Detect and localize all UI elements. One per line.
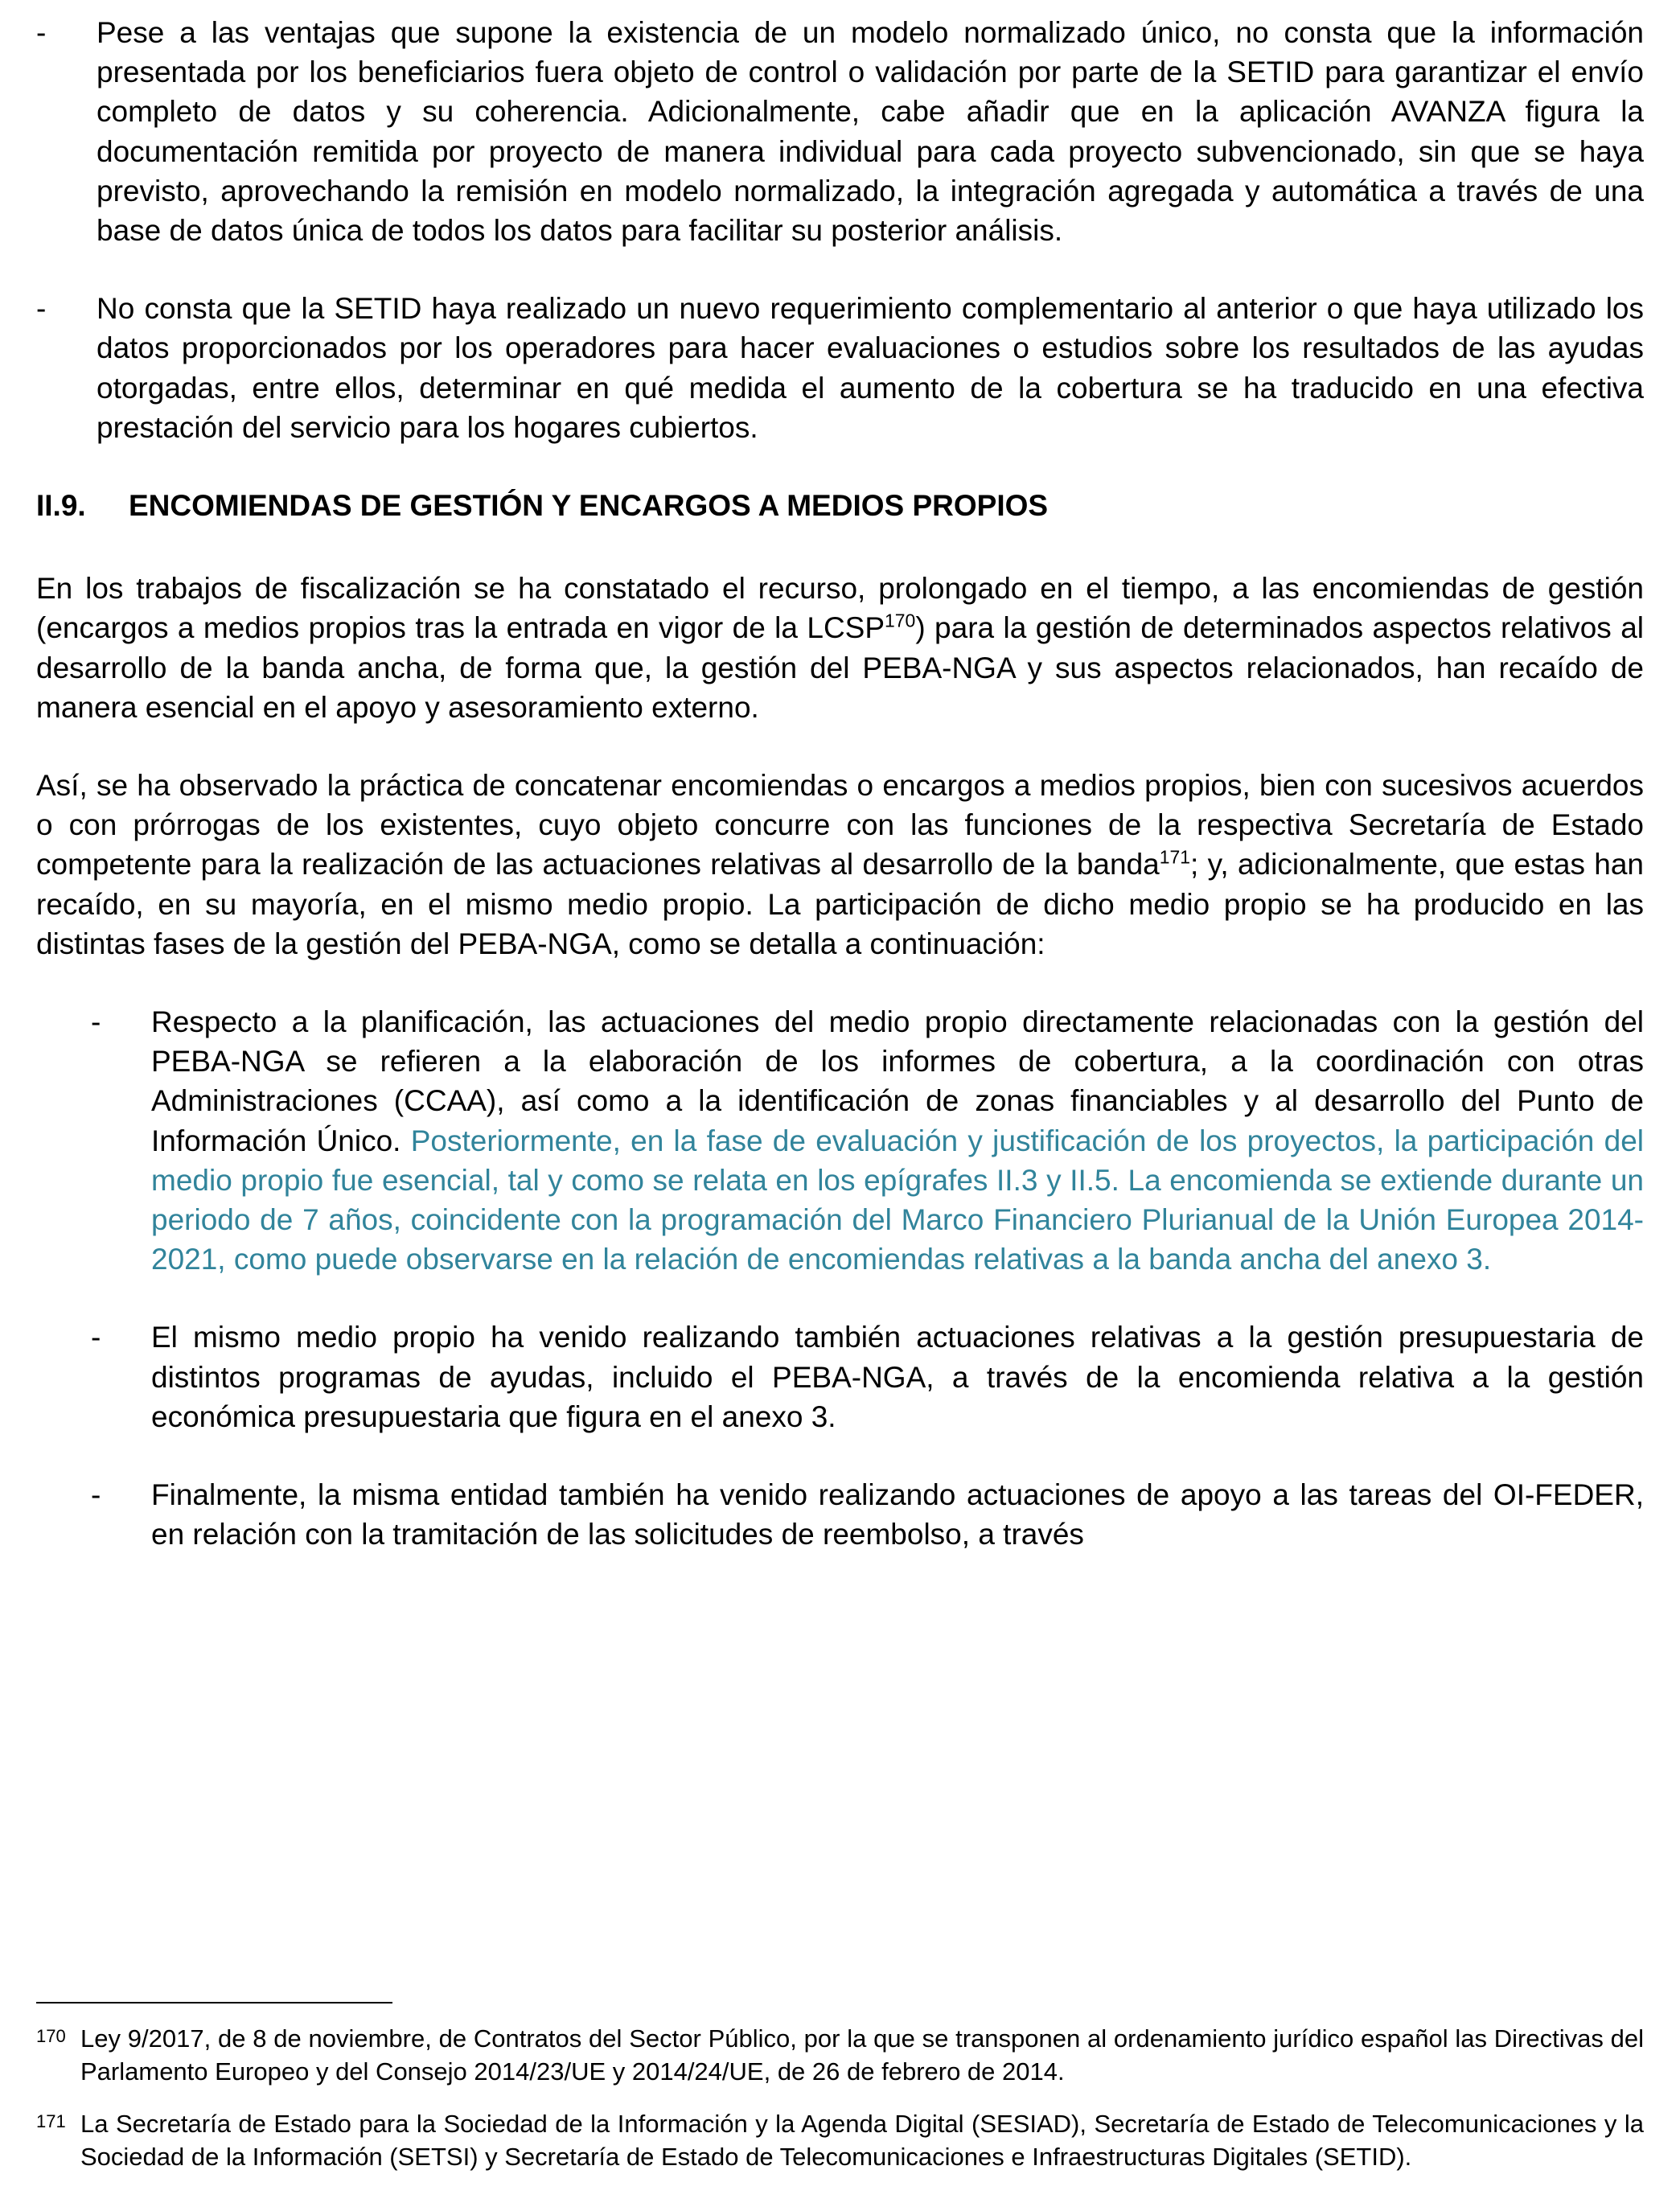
top-bullet-2-text: No consta que la SETID haya realizado un nuevo requerimiento complementario al anterior o que haya utilizado los datos proporcionados por los operadores para hacer evaluaciones o estudios sobre los resultados de las ayudas otorgadas, entre ellos, determinar en qué medida el aumento de la cobertura se ha traducido en una efectiva prestación del servicio para los hogares cubiertos. <box>97 292 1644 444</box>
section-number: II.9. <box>36 489 86 523</box>
bullet-dash: - <box>91 1005 101 1039</box>
sub-bullet-1-text: Respecto a la planificación, las actuaciones del medio propio directamente relacionadas con la gestión del PEBA-NGA se refieren a la elaboración de los informes de cobertura, a la coordinación con otras Administraciones (CCAA), así como a la identificación de zonas financiables y al desarrollo del Punto de Información Único. Posteriormente, en la fase de evaluación y justificación de los proyectos, la participación del medio propio fue esencial, tal y como se relata en los epígrafes II.3 y II.5. La encomienda se extiende durante un periodo de 7 años, coincidente con la programación del Marco Financiero Plurianual de la Unión Europea 2014-2021, como puede observarse en la relación de encomiendas relativas a la banda ancha del anexo 3. <box>151 1005 1644 1276</box>
bullet-dash: - <box>36 292 47 326</box>
footnote-170 <box>36 2023 1644 2089</box>
footnote-171-text: La Secretaría de Estado para la Sociedad de la Información y la Agenda Digital (SESIAD), Secretaría de Estado de Telecomunicaciones y la Sociedad de la Información (SETSI) y Secretaría de Estado de Telecomunicaciones e Infraestructuras Digitales (SETID). <box>80 2110 1644 2172</box>
bullet-dash: - <box>91 1478 101 1512</box>
top-bullet-2 <box>36 289 1644 447</box>
bullet-dash: - <box>91 1321 101 1354</box>
footnote-171-number: 171 <box>36 2111 66 2132</box>
footnote-170-text: Ley 9/2017, de 8 de noviembre, de Contratos del Sector Público, por la que se transponen al ordenamiento jurídico español las Directivas del Parlamento Europeo y del Consejo 2014/23/UE y 2014/24/UE, de 26 de febrero de 2014. <box>80 2024 1644 2086</box>
top-bullet-1 <box>36 13 1644 250</box>
sub-bullet-2-text: El mismo medio propio ha venido realizando también actuaciones relativas a la gestión presupuestaria de distintos programas de ayudas, incluido el PEBA-NGA, a través de la encomienda relativa a la gestión económica presupuestaria que figura en el anexo 3. <box>151 1321 1644 1433</box>
footnote-170-number: 170 <box>36 2026 66 2047</box>
sub-bullet-3 <box>91 1475 1644 1554</box>
paragraph-2: Así, se ha observado la práctica de concatenar encomiendas o encargos a medios propios, bien con sucesivos acuerdos o con prórrogas de los existentes, cuyo objeto concurre con las funciones de la respectiva Secretaría de Estado competente para la realización de las actuaciones relativas al desarrollo de la banda$^{171}$; y, adicionalmente, que estas han recaído, en su mayoría, en el mismo medio propio. La participación de dicho medio propio se ha producido en las distintas fases de la gestión del PEBA-NGA, como se detalla a continuación: <box>36 769 1644 960</box>
footnotes-section <box>36 2002 1644 2174</box>
document-body <box>36 13 1644 1593</box>
bullet-dash: - <box>36 16 47 49</box>
sub-bullet-1 <box>91 1002 1644 1279</box>
sub-bullet-2 <box>91 1317 1644 1436</box>
footnote-separator <box>36 2002 392 2003</box>
footnote-171 <box>36 2108 1644 2174</box>
section-heading <box>36 486 1644 525</box>
paragraph-1: En los trabajos de fiscalización se ha constatado el recurso, prolongado en el tiempo, a las encomiendas de gestión (encargos a medios propios tras la entrada en vigor de la LCSP$^{170}$) para la gestión de determinados aspectos relativos al desarrollo de la banda ancha, de forma que, la gestión del PEBA-NGA y sus aspectos relacionados, han recaído de manera esencial en el apoyo y asesoramiento externo. <box>36 572 1644 724</box>
top-bullet-1-text: Pese a las ventajas que supone la existencia de un modelo normalizado único, no consta que la información presentada por los beneficiarios fuera objeto de control o validación por parte de la SETID para garantizar el envío completo de datos y su coherencia. Adicionalmente, cabe añadir que en la aplicación AVANZA figura la documentación remitida por proyecto de manera individual para cada proyecto subvencionado, sin que se haya previsto, aprovechando la remisión en modelo normalizado, la integración agregada y automática a través de una base de datos única de todos los datos para facilitar su posterior análisis. <box>97 16 1644 248</box>
section-title: ENCOMIENDAS DE GESTIÓN Y ENCARGOS A MEDIOS PROPIOS <box>129 489 1049 523</box>
sub-bullet-3-text: Finalmente, la misma entidad también ha venido realizando actuaciones de apoyo a las tareas del OI-FEDER, en relación con la tramitación de las solicitudes de reembolso, a través <box>151 1478 1644 1551</box>
